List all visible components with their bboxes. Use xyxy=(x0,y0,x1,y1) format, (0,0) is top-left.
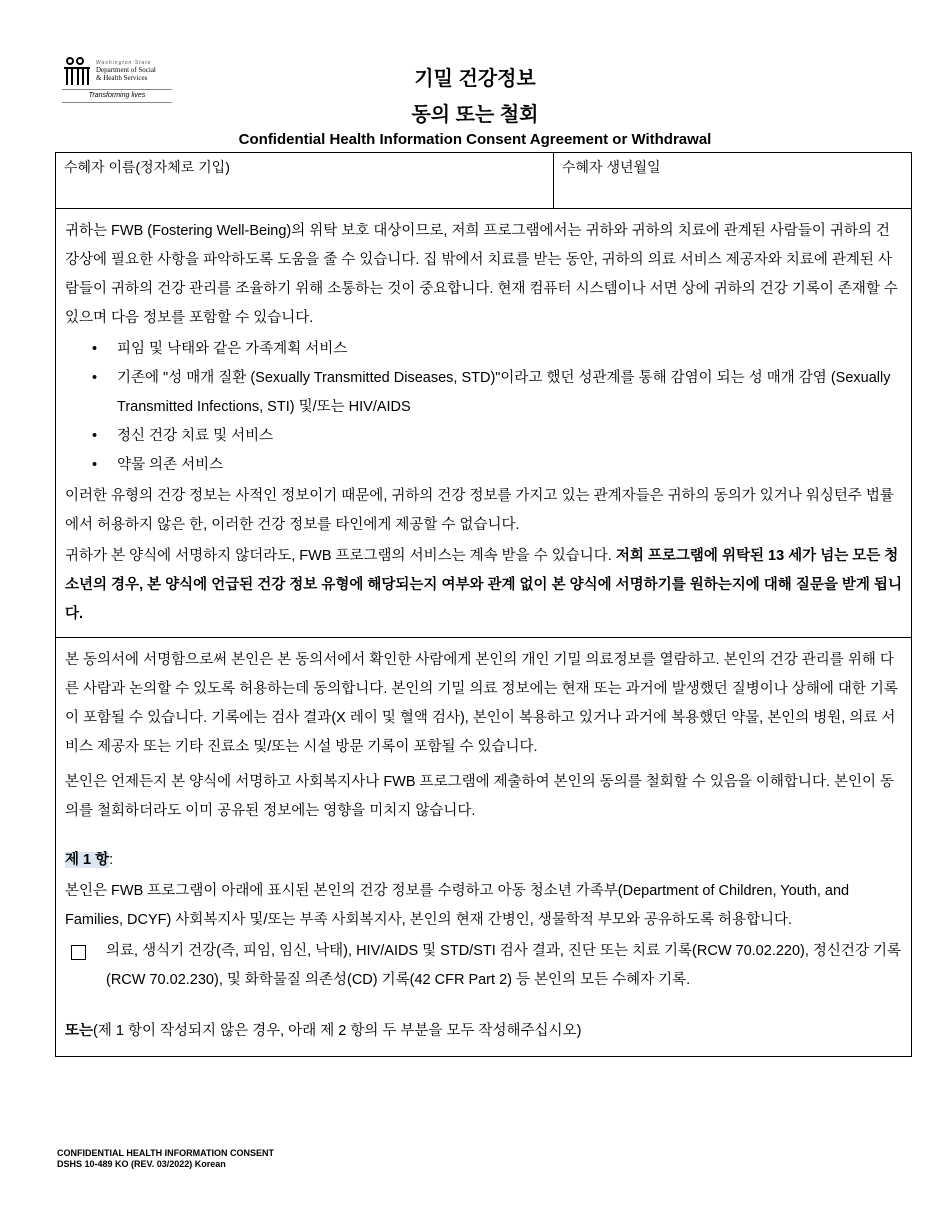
intro-paragraph: 귀하는 FWB (Fostering Well-Being)의 위탁 보호 대상이므로, 저희 프로그램에서는 귀하와 귀하의 치료에 관계된 사람들이 귀하의 건강상에 필요한 사항을 파악하도록 도움을 줄 수 있습니다. 집 밖에서 치료를 받는 동안, 귀하의 의료 서비스 제공자와 치료에 관계된 사람들이 귀하의 건강 관리를 조율하기 위해 소통하는 것이 중요합니다. 현재 컴퓨터 시스템이나 서면 상에 귀하의 건강 기록이 존재할 수 있으며 다음 정보를 포함할 수 있습니다. xyxy=(65,223,898,326)
consent-paragraph: 본 동의서에 서명함으로써 본인은 본 동의서에서 확인한 사람에게 본인의 개인 기밀 의료정보를 열람하고. 본인의 건강 관리를 위해 다른 사람과 논의할 수 있도록 허용하는데 동의합니다. 본인의 기밀 의료 정보에는 현재 또는 과거에 발생했던 질병이나 상해에 대한 기록이 포함될 수 있습니다. 기록에는 검사 결과(X 레이 및 혈액 검사), 본인이 복용하고 있거나 과거에 복용했던 약물, 본인의 병원, 의료 서비스 제공자 또는 기타 진료소 및/또는 시설 방문 기록이 포함될 수 있습니다. xyxy=(65,652,898,755)
signing-paragraph xyxy=(65,542,902,629)
signing-bold-text: 저희 프로그램에 위탁된 13 세가 넘는 모든 청소년의 경우, 본 양식에 언급된 건강 정보 유형에 해당되는지 여부와 관계 없이 본 양식에 서명하기를 원하는지에 대해 질문을 받게 됩니다. xyxy=(65,548,902,622)
logo-tagline: Transforming lives xyxy=(62,90,172,103)
all-records-option xyxy=(71,937,902,995)
bullet-item: • 피임 및 낙태와 같은 가족계획 서비스 xyxy=(117,335,902,364)
colon: : xyxy=(109,852,114,868)
section1-heading xyxy=(65,846,902,875)
logo-state: Washington State xyxy=(96,60,152,66)
logo-dept1: Department of Social xyxy=(96,66,156,74)
form-box xyxy=(55,152,912,1057)
withdraw-paragraph: 본인은 언제든지 본 양식에 서명하고 사회복지사나 FWB 프로그램에 제출하여 본인의 동의를 철회할 수 있음을 이해합니다. 본인이 동의를 철회하더라도 이미 공유된 정보에는 영향을 미치지 않습니다. xyxy=(65,774,895,819)
footer-form-number: DSHS 10-489 KO (REV. 03/2022) Korean xyxy=(57,1159,226,1169)
privacy-paragraph: 이러한 유형의 건강 정보는 사적인 정보이기 때문에, 귀하의 건강 정보를 가지고 있는 관계자들은 귀하의 동의가 있거나 워싱턴주 법률에서 허용하지 않은 한, 이러한 건강 정보를 타인에게 제공할 수 없습니다. xyxy=(65,488,894,533)
recipient-dob-label: 수혜자 생년월일 xyxy=(562,159,661,175)
or-label: 또는 xyxy=(65,1023,94,1039)
title-line2: 동의 또는 철회 xyxy=(411,104,539,126)
all-records-checkbox[interactable] xyxy=(71,945,86,960)
all-records-text: 의료, 생식기 건강(즉, 피임, 임신, 낙태), HIV/AIDS 및 STD/STI 검사 결과, 진단 또는 치료 기록(RCW 70.02.220), 정신건강 기록(RCW 70.02.230), 및 화학물질 의존성(CD) 기록(42 CFR Part 2) 등 본인의 모든 수혜자 기록. xyxy=(106,943,901,988)
section1-label: 제 1 항 xyxy=(65,852,110,868)
logo-dept2: & Health Services xyxy=(96,74,148,82)
bullet-item: • 기존에 "성 매개 질환 (Sexually Transmitted Diseases, STD)"이라고 했던 성관계를 통해 감염이 되는 성 매개 감염 (Sexually Transmitted Infections, STI) 및/또는 HIV/AIDS xyxy=(117,364,902,422)
or-text: (제 1 항이 작성되지 않은 경우, 아래 제 2 항의 두 부분을 모두 작성해주십시오) xyxy=(93,1023,582,1039)
bullet-item: • 정신 건강 치료 및 서비스 xyxy=(117,422,902,451)
bullet-item: • 약물 의존 서비스 xyxy=(117,451,902,480)
section1-text: 본인은 FWB 프로그램이 아래에 표시된 본인의 건강 정보를 수령하고 아동 청소년 가족부(Department of Children, Youth, and Families, DCYF) 사회복지사 및/또는 부족 사회복지사, 본인의 현재 간병인, 생물학적 부모와 공유하도록 허용합니다. xyxy=(65,883,850,928)
recipient-dob-field[interactable] xyxy=(554,153,669,208)
footer xyxy=(57,1148,274,1170)
title-english: Confidential Health Information Consent Agreement or Withdrawal xyxy=(238,131,712,148)
info-bullets xyxy=(65,335,902,480)
or-line xyxy=(65,1017,902,1046)
footer-title: CONFIDENTIAL HEALTH INFORMATION CONSENT xyxy=(57,1148,274,1158)
intro-section xyxy=(56,209,911,638)
signing-text: 귀하가 본 양식에 서명하지 않더라도, FWB 프로그램의 서비스는 계속 받을 수 있습니다. xyxy=(65,548,616,564)
consent-section xyxy=(56,638,911,1056)
recipient-name-label: 수혜자 이름(정자체로 기입) xyxy=(64,159,230,175)
recipient-name-field[interactable] xyxy=(56,153,554,208)
title-line1: 기밀 건강정보 xyxy=(414,68,536,90)
